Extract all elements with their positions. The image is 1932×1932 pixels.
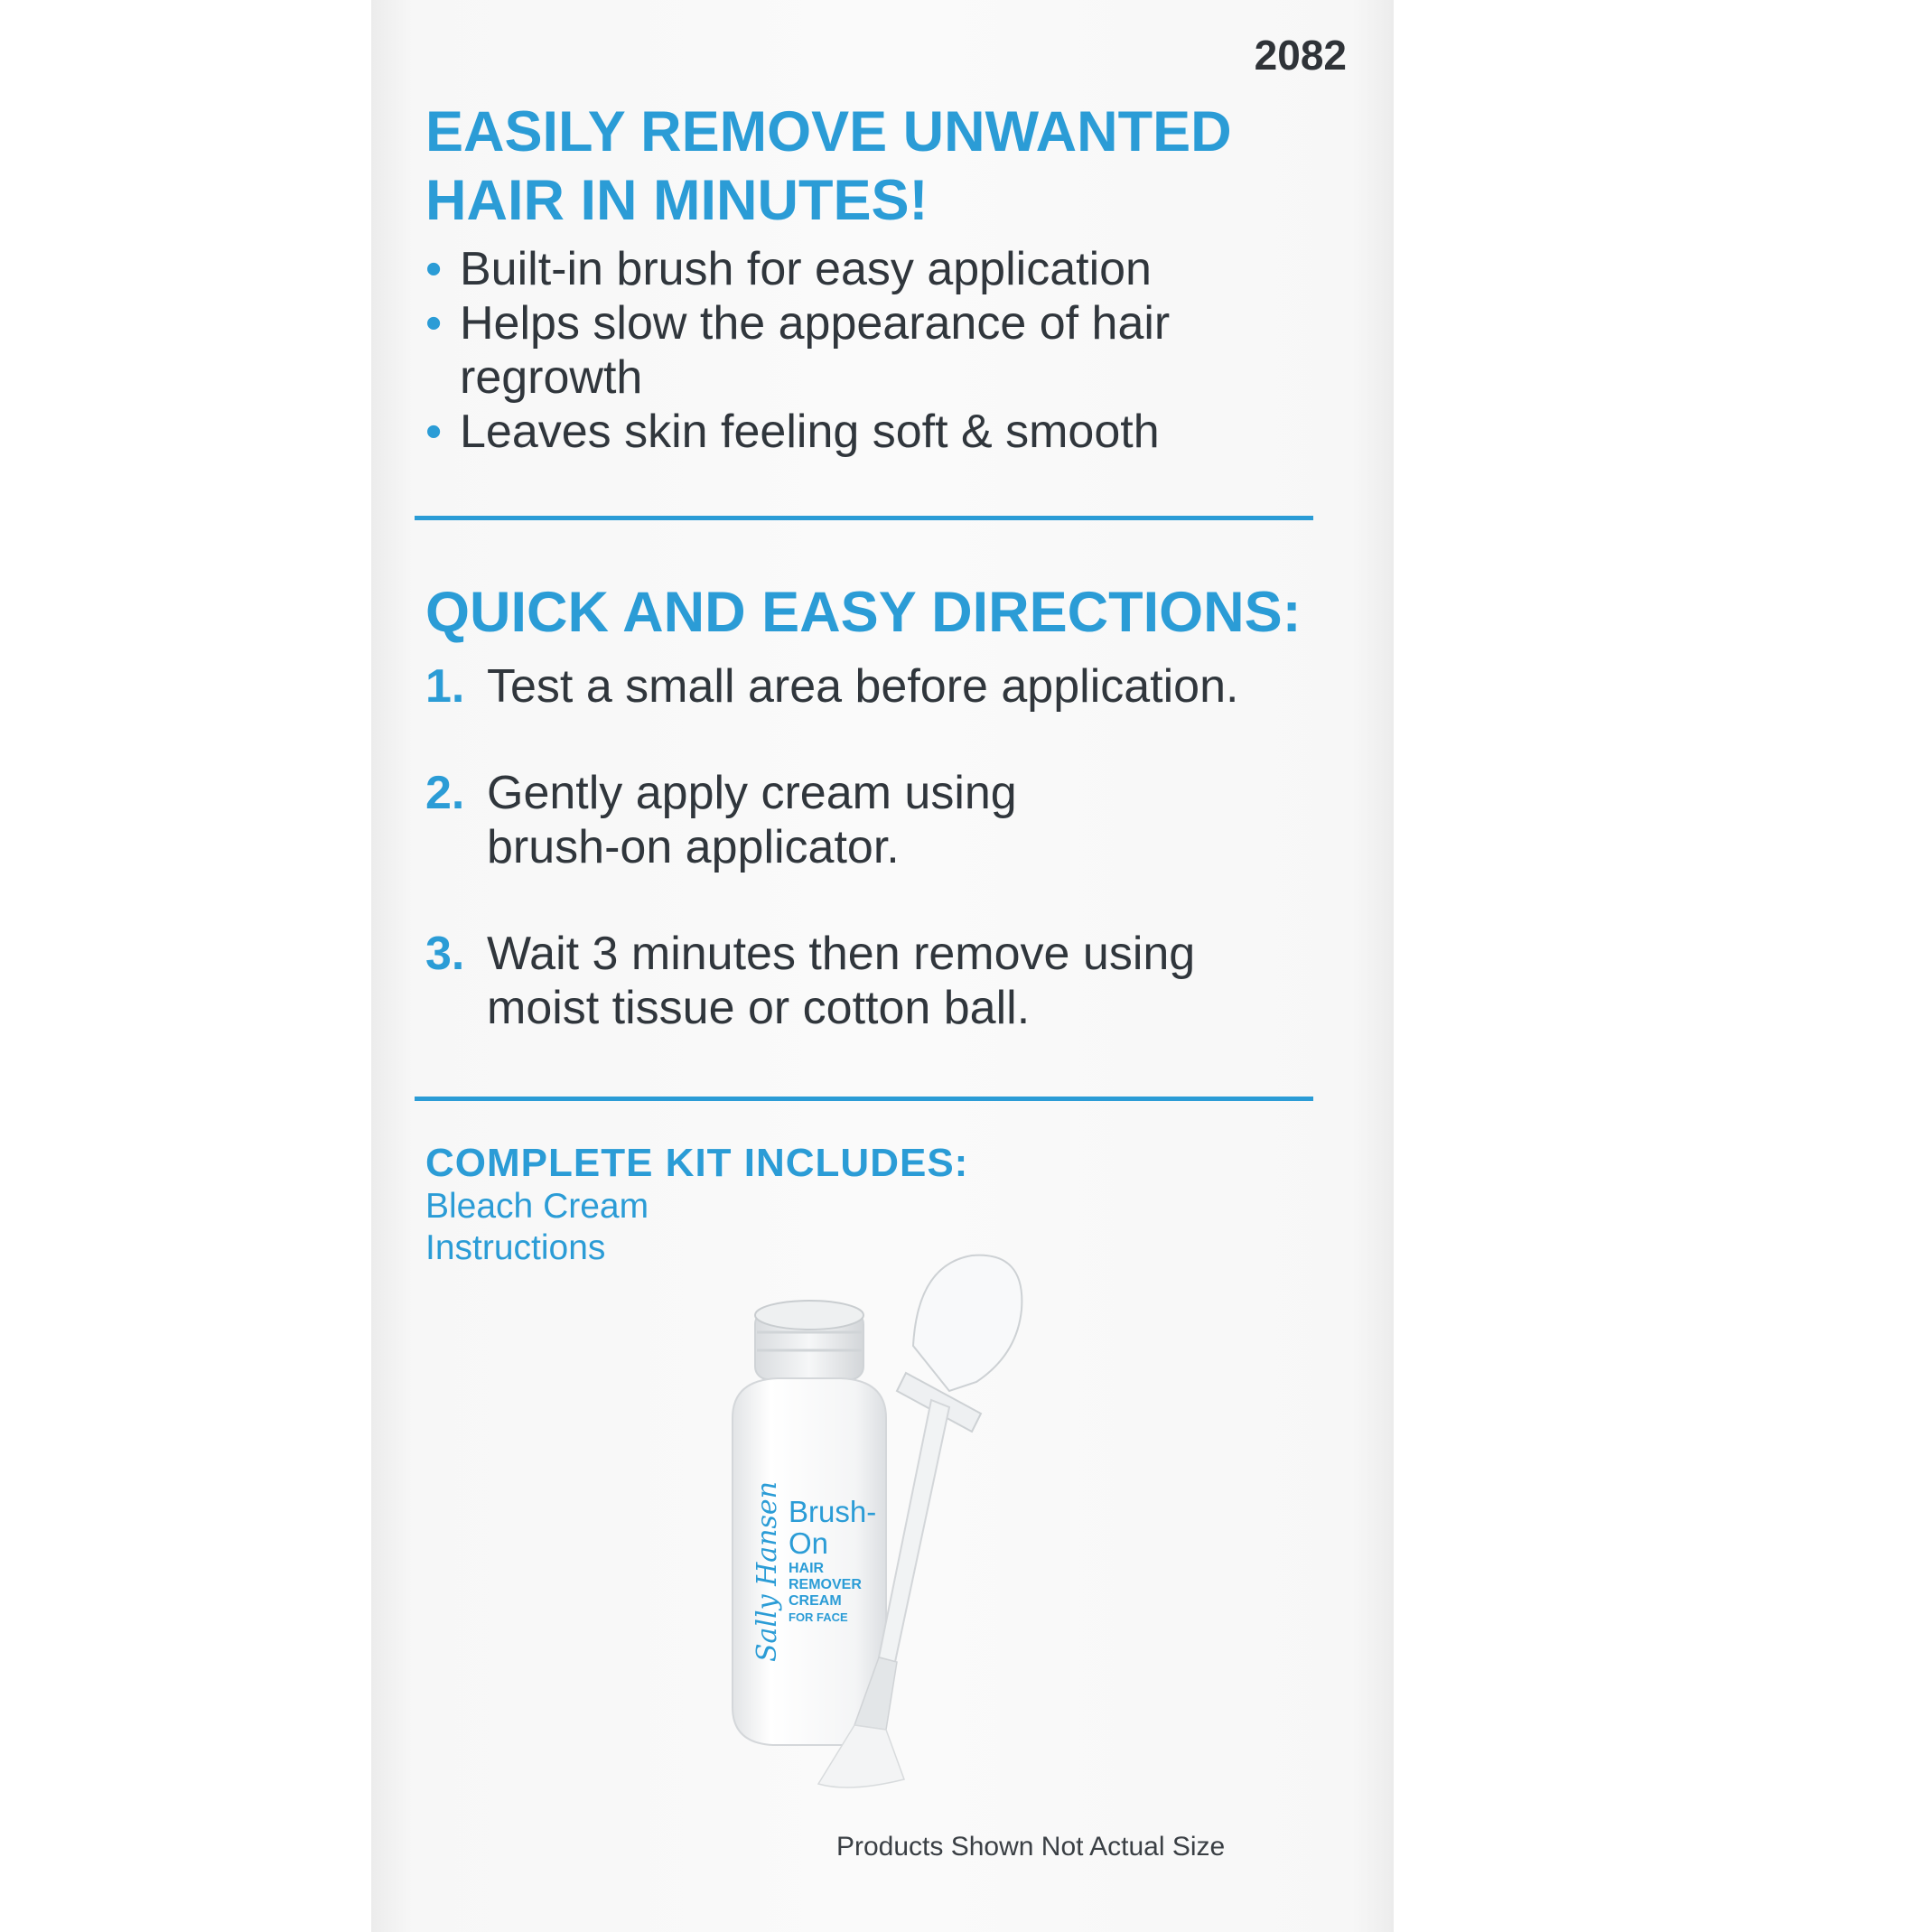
kit-items-list: [425, 1186, 649, 1269]
disclaimer-text: Products Shown Not Actual Size: [836, 1832, 1226, 1862]
directions-list: [425, 659, 1365, 1087]
direction-step: [425, 659, 1365, 714]
bullet-dot-icon: •: [425, 406, 443, 458]
headline-line-1: EASILY REMOVE UNWANTED: [425, 100, 1232, 163]
direction-step: [425, 766, 1365, 874]
bullet-dot-icon: •: [425, 297, 443, 350]
kit-item: Instructions: [425, 1228, 606, 1267]
benefit-item: [425, 296, 1347, 405]
product-desc-3: CREAM: [789, 1593, 842, 1609]
product-name-line-2: On: [789, 1526, 829, 1560]
bullet-dot-icon: •: [425, 243, 443, 295]
section-divider: [415, 1097, 1313, 1101]
step-text: Test a small area before application.: [487, 660, 1239, 713]
product-desc-4: FOR FACE: [789, 1610, 848, 1624]
product-desc-2: REMOVER: [789, 1577, 862, 1592]
step-text: Wait 3 minutes then remove using moist tissue or cotton ball.: [487, 928, 1196, 1034]
step-number: 3.: [425, 928, 465, 980]
benefit-item: [425, 405, 1347, 459]
benefit-item: [425, 242, 1347, 296]
kit-item: Bleach Cream: [425, 1187, 649, 1226]
product-illustration: [669, 1237, 1049, 1815]
headline-line-2: HAIR IN MINUTES!: [425, 169, 929, 232]
benefit-text: Helps slow the appearance of hair regrowth: [460, 297, 1171, 404]
step-number: 2.: [425, 767, 465, 819]
direction-step: [425, 927, 1365, 1035]
kit-title: COMPLETE KIT INCLUDES:: [425, 1141, 969, 1185]
product-desc-1: HAIR: [789, 1561, 825, 1576]
section-divider: [415, 516, 1313, 520]
benefit-text: Built-in brush for easy application: [460, 243, 1152, 295]
headline: [425, 98, 1347, 235]
directions-title: QUICK AND EASY DIRECTIONS:: [425, 581, 1302, 644]
benefit-text: Leaves skin feeling soft & smooth: [460, 406, 1160, 458]
benefits-list: [425, 242, 1347, 459]
product-code: 2082: [1254, 32, 1347, 79]
step-number: 1.: [425, 660, 465, 713]
instruction-card: [371, 0, 1394, 1932]
brand-logo: Sally Hansen: [751, 1481, 783, 1662]
step-text: Gently apply cream using brush-on applicator.: [487, 767, 1017, 873]
product-name-line-1: Brush-: [789, 1495, 877, 1528]
bottle-opening: [755, 1301, 863, 1330]
